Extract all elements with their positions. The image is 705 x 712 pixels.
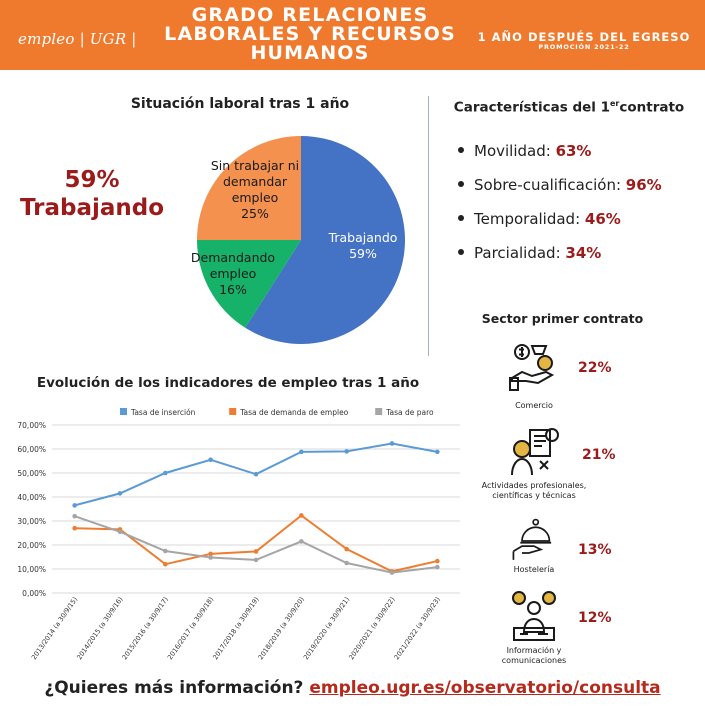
characteristic-value: 96%	[625, 176, 662, 194]
year-label: 1 AÑO DESPUÉS DEL EGRESO	[477, 30, 691, 44]
pie-label-inactive-pct: 25%	[241, 206, 269, 221]
title-line-2: LABORALES Y RECURSOS	[164, 23, 456, 45]
data-point	[208, 458, 213, 463]
line-chart	[0, 395, 470, 675]
y-tick-label: 40,00%	[17, 493, 46, 502]
sector-item-professional	[460, 425, 665, 505]
pie-label-inactive	[200, 158, 310, 222]
characteristic-value: 34%	[565, 244, 602, 262]
x-tick-label: 2015/2016 (a 30/9/17)	[120, 595, 170, 662]
y-tick-label: 20,00%	[17, 541, 46, 550]
sector-name: Hostelería	[513, 565, 555, 574]
characteristic-label: Sobre-cualificación:	[474, 176, 626, 194]
legend-label: Tasa de inserción	[131, 408, 196, 417]
data-point	[390, 441, 395, 446]
sector-percent: 21%	[582, 447, 616, 463]
section-divider	[428, 96, 429, 356]
pie-label-seeking-pct: 16%	[219, 282, 247, 297]
characteristics-title	[438, 99, 700, 116]
data-point	[254, 472, 259, 477]
characteristics-title-pre: Características del 1	[453, 99, 610, 116]
data-point	[118, 491, 123, 496]
situation-title: Situación laboral tras 1 año	[130, 96, 350, 112]
data-point	[435, 450, 440, 455]
data-point	[72, 526, 77, 531]
data-point	[390, 570, 395, 575]
sector-item-hospitality	[460, 517, 665, 597]
characteristic-item	[458, 208, 662, 242]
y-tick-label: 70,00%	[17, 421, 46, 430]
footer-question: ¿Quieres más información?	[44, 678, 310, 698]
bullet-icon	[458, 249, 464, 255]
data-point	[254, 558, 259, 563]
characteristic-item	[458, 174, 662, 208]
characteristic-value: 63%	[555, 142, 592, 160]
header-banner	[0, 0, 705, 70]
working-label: Trabajando	[19, 195, 165, 221]
sector-percent: 22%	[578, 360, 612, 376]
data-point	[299, 450, 304, 455]
sector-name: Actividades profesionales, científicas y técnicas	[481, 481, 587, 500]
x-tick-label: 2016/2017 (a 30/9/18)	[165, 595, 216, 662]
data-point	[435, 559, 440, 564]
y-tick-label: 0,00%	[22, 589, 46, 598]
pie-label-working-pct: 59%	[349, 246, 377, 261]
data-point	[299, 539, 304, 544]
chart-title: Evolución de los indicadores de empleo tras 1 año	[36, 375, 420, 391]
characteristics-title-sup: er	[609, 99, 620, 108]
sector-item-communications	[460, 588, 665, 668]
pie-label-inactive-name: Sin trabajar ni demandar empleo	[210, 158, 300, 205]
legend-label: Tasa de paro	[386, 408, 434, 417]
legend-swatch	[375, 408, 382, 415]
cloche-icon	[506, 517, 562, 565]
sector-title: Sector primer contrato	[481, 311, 644, 326]
sector-percent: 13%	[578, 542, 612, 558]
characteristic-value: 46%	[584, 210, 621, 228]
characteristics-title-post: contrato	[619, 99, 685, 116]
title-line-1: GRADO RELACIONES	[191, 4, 429, 26]
legend-swatch	[229, 408, 236, 415]
data-point	[344, 449, 349, 454]
title-line-3: HUMANOS	[250, 42, 370, 64]
x-tick-label: 2018/2019 (a 30/9/20)	[256, 595, 306, 662]
commerce-icon	[506, 338, 562, 394]
pie-label-working	[303, 230, 423, 262]
legend-label: Tasa de demanda de empleo	[240, 408, 349, 417]
legend-swatch	[120, 408, 127, 415]
promotion-label: PROMOCIÓN 2021-22	[538, 43, 630, 51]
y-tick-label: 50,00%	[17, 469, 46, 478]
y-tick-label: 60,00%	[17, 445, 46, 454]
characteristic-item	[458, 140, 662, 174]
data-point	[435, 565, 440, 570]
sector-item-commerce	[460, 338, 665, 418]
footer-link[interactable]: empleo.ugr.es/observatorio/consulta	[309, 678, 661, 698]
data-point	[163, 562, 168, 567]
characteristic-label: Temporalidad:	[474, 210, 585, 228]
series-line	[75, 516, 438, 572]
y-tick-label: 30,00%	[17, 517, 46, 526]
characteristics-list	[458, 140, 662, 276]
working-highlight	[12, 166, 172, 222]
sector-name: Comercio	[515, 401, 553, 410]
brand-logo: empleo | UGR |	[18, 30, 137, 48]
characteristic-item	[458, 242, 662, 276]
bullet-icon	[458, 147, 464, 153]
x-tick-label: 2019/2020 (a 30/9/21)	[301, 595, 352, 662]
data-point	[163, 549, 168, 554]
data-point	[208, 555, 213, 560]
pie-label-seeking-name: Demandando empleo	[190, 250, 276, 281]
bullet-icon	[458, 215, 464, 221]
x-tick-label: 2013/2014 (a 30/9/15)	[29, 595, 80, 662]
line-chart-svg	[0, 395, 470, 675]
pie-chart	[185, 120, 425, 360]
working-percent: 59%	[64, 167, 120, 193]
x-tick-label: 2014/2015 (a 30/9/16)	[75, 595, 125, 662]
pie-label-seeking	[183, 250, 283, 298]
pie-label-working-name: Trabajando	[328, 230, 398, 245]
data-point	[344, 561, 349, 566]
data-point	[344, 547, 349, 552]
x-tick-label: 2017/2018 (a 30/9/19)	[211, 595, 261, 662]
bullet-icon	[458, 181, 464, 187]
data-point	[72, 503, 77, 508]
data-point	[299, 513, 304, 518]
sector-percent: 12%	[578, 610, 612, 626]
characteristic-label: Movilidad:	[474, 142, 556, 160]
data-point	[163, 471, 168, 476]
data-point	[72, 514, 77, 519]
x-tick-label: 2020/2021 (a 30/9/22)	[347, 595, 397, 662]
sector-name: Información y comunicaciones	[501, 646, 567, 665]
x-tick-label: 2021/2022 (a 30/9/23)	[392, 595, 442, 662]
professional-icon	[506, 425, 562, 481]
data-point	[254, 549, 259, 554]
footer	[0, 678, 705, 698]
communications-icon	[506, 588, 562, 644]
series-line	[75, 515, 438, 571]
y-tick-label: 10,00%	[17, 565, 46, 574]
data-point	[118, 530, 123, 535]
page-title	[150, 6, 470, 63]
characteristic-label: Parcialidad:	[474, 244, 566, 262]
